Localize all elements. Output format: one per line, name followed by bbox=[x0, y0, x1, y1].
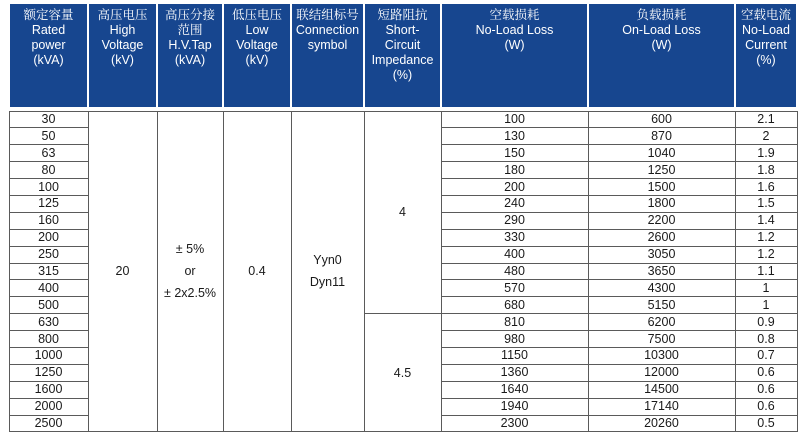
header-en-line: (kVA) bbox=[33, 53, 64, 67]
header-en-line: No-Load Loss bbox=[475, 23, 554, 37]
header-en-line: Short- bbox=[385, 23, 420, 37]
cell-no-load-current: 1.5 bbox=[735, 195, 797, 212]
cell-no-load-current: 0.8 bbox=[735, 331, 797, 348]
cell-rated-power: 315 bbox=[9, 263, 88, 280]
cell-no-load-loss: 810 bbox=[441, 314, 588, 331]
cell-no-load-current: 1.4 bbox=[735, 212, 797, 229]
cell-no-load-loss: 130 bbox=[441, 128, 588, 145]
header-high-voltage bbox=[88, 4, 157, 107]
cell-rated-power: 1600 bbox=[9, 381, 88, 398]
header-en-line: Connection bbox=[295, 23, 360, 37]
header-en-line: High bbox=[109, 23, 136, 37]
header-en-line: power bbox=[31, 38, 66, 52]
cell-no-load-current: 1.6 bbox=[735, 179, 797, 196]
cell-on-load-loss: 600 bbox=[588, 111, 735, 128]
cell-no-load-current: 0.7 bbox=[735, 347, 797, 364]
cell-no-load-current: 1.9 bbox=[735, 145, 797, 162]
impedance-value: 4.5 bbox=[393, 365, 412, 380]
cell-no-load-current: 0.6 bbox=[735, 398, 797, 415]
cell-on-load-loss: 7500 bbox=[588, 331, 735, 348]
header-zh: 联结组标号 bbox=[296, 8, 359, 22]
cell-no-load-current: 1.1 bbox=[735, 263, 797, 280]
header-low-voltage bbox=[223, 4, 291, 107]
cell-no-load-loss: 980 bbox=[441, 331, 588, 348]
cell-on-load-loss: 14500 bbox=[588, 381, 735, 398]
cell-no-load-loss: 100 bbox=[441, 111, 588, 128]
header-connection-symbol bbox=[291, 4, 364, 107]
transformer-spec-table-container bbox=[8, 4, 798, 432]
header-en-line: (kVA) bbox=[174, 53, 206, 67]
cell-no-load-current: 1.2 bbox=[735, 246, 797, 263]
header-en-line: (%) bbox=[392, 68, 413, 82]
cell-rated-power: 630 bbox=[9, 314, 88, 331]
cell-connection-symbol bbox=[291, 111, 364, 432]
cell-no-load-loss: 570 bbox=[441, 280, 588, 297]
header-en-line: No-Load bbox=[742, 23, 790, 37]
cell-impedance-group-b bbox=[364, 314, 441, 432]
cell-no-load-current: 0.6 bbox=[735, 381, 797, 398]
cell-on-load-loss: 1500 bbox=[588, 179, 735, 196]
cell-rated-power: 30 bbox=[9, 111, 88, 128]
cell-rated-power: 800 bbox=[9, 331, 88, 348]
cell-on-load-loss: 1250 bbox=[588, 162, 735, 179]
cell-on-load-loss: 2600 bbox=[588, 229, 735, 246]
cell-no-load-current: 2 bbox=[735, 128, 797, 145]
table-header bbox=[9, 4, 797, 111]
header-zh: 低压电压 bbox=[231, 8, 282, 22]
cell-hv-tap bbox=[157, 111, 223, 432]
cell-on-load-loss: 2200 bbox=[588, 212, 735, 229]
header-impedance bbox=[364, 4, 441, 107]
cell-no-load-current: 1.2 bbox=[735, 229, 797, 246]
cell-rated-power: 1000 bbox=[9, 347, 88, 364]
cell-no-load-loss: 1940 bbox=[441, 398, 588, 415]
hv-tap-line: ± 2x2.5% bbox=[163, 286, 217, 301]
header-zh: 空载损耗 bbox=[489, 8, 540, 22]
header-row bbox=[9, 4, 797, 107]
header-en-line: Voltage bbox=[101, 38, 144, 52]
cell-rated-power: 2500 bbox=[9, 415, 88, 432]
cell-on-load-loss: 10300 bbox=[588, 347, 735, 364]
cell-rated-power: 50 bbox=[9, 128, 88, 145]
table-body bbox=[9, 111, 797, 432]
header-no-load-loss bbox=[441, 4, 588, 107]
cell-on-load-loss: 6200 bbox=[588, 314, 735, 331]
cell-no-load-loss: 330 bbox=[441, 229, 588, 246]
header-en-line: (W) bbox=[651, 38, 672, 52]
header-en-line: (kV) bbox=[111, 53, 134, 67]
cell-rated-power: 1250 bbox=[9, 364, 88, 381]
cell-on-load-loss: 870 bbox=[588, 128, 735, 145]
cell-no-load-loss: 680 bbox=[441, 297, 588, 314]
header-zh: 高压电压 bbox=[97, 8, 148, 22]
cell-impedance-group-a bbox=[364, 111, 441, 314]
table-row bbox=[9, 111, 797, 128]
header-en-line: 范围 bbox=[177, 23, 203, 37]
cell-no-load-current: 2.1 bbox=[735, 111, 797, 128]
cell-no-load-current: 1 bbox=[735, 280, 797, 297]
header-no-load-current bbox=[735, 4, 797, 107]
cell-on-load-loss: 12000 bbox=[588, 364, 735, 381]
cell-no-load-current: 0.5 bbox=[735, 415, 797, 432]
transformer-spec-table bbox=[8, 4, 798, 432]
header-en-line: Impedance bbox=[371, 53, 434, 67]
cell-rated-power: 125 bbox=[9, 195, 88, 212]
cell-on-load-loss: 4300 bbox=[588, 280, 735, 297]
cell-high-voltage bbox=[88, 111, 157, 432]
cell-no-load-current: 1 bbox=[735, 297, 797, 314]
header-zh: 额定容量 bbox=[23, 8, 74, 22]
hv-tap-line: ± 5% bbox=[175, 242, 205, 257]
header-on-load-loss bbox=[588, 4, 735, 107]
cell-no-load-current: 0.6 bbox=[735, 364, 797, 381]
header-zh: 高压分接 bbox=[164, 8, 215, 22]
cell-rated-power: 80 bbox=[9, 162, 88, 179]
cell-on-load-loss: 17140 bbox=[588, 398, 735, 415]
header-en-line: Low bbox=[245, 23, 269, 37]
cell-no-load-loss: 180 bbox=[441, 162, 588, 179]
cell-on-load-loss: 1800 bbox=[588, 195, 735, 212]
header-en-line: Circuit bbox=[384, 38, 421, 52]
cell-low-voltage bbox=[223, 111, 291, 432]
header-hv-tap bbox=[157, 4, 223, 107]
cell-rated-power: 400 bbox=[9, 280, 88, 297]
header-en-line: Rated bbox=[31, 23, 66, 37]
cell-rated-power: 63 bbox=[9, 145, 88, 162]
cell-no-load-loss: 1640 bbox=[441, 381, 588, 398]
cell-on-load-loss: 3050 bbox=[588, 246, 735, 263]
header-en-line: Voltage bbox=[236, 38, 278, 52]
cell-on-load-loss: 3650 bbox=[588, 263, 735, 280]
cell-no-load-loss: 400 bbox=[441, 246, 588, 263]
cell-rated-power: 2000 bbox=[9, 398, 88, 415]
header-en-line: (kV) bbox=[245, 53, 269, 67]
cell-no-load-loss: 150 bbox=[441, 145, 588, 162]
connection-line: Yyn0 bbox=[313, 253, 342, 268]
cell-rated-power: 100 bbox=[9, 179, 88, 196]
connection-line: Dyn11 bbox=[309, 275, 346, 290]
high-voltage-value: 20 bbox=[115, 264, 130, 279]
cell-no-load-loss: 290 bbox=[441, 212, 588, 229]
cell-no-load-loss: 1360 bbox=[441, 364, 588, 381]
cell-rated-power: 200 bbox=[9, 229, 88, 246]
impedance-value: 4 bbox=[399, 205, 406, 220]
cell-no-load-current: 1.8 bbox=[735, 162, 797, 179]
cell-no-load-loss: 1150 bbox=[441, 347, 588, 364]
cell-rated-power: 500 bbox=[9, 297, 88, 314]
cell-no-load-loss: 200 bbox=[441, 179, 588, 196]
header-en-line: H.V.Tap bbox=[168, 38, 212, 52]
cell-on-load-loss: 5150 bbox=[588, 297, 735, 314]
header-en-line: (W) bbox=[504, 38, 525, 52]
header-rated-power bbox=[9, 4, 88, 107]
cell-on-load-loss: 20260 bbox=[588, 415, 735, 432]
hv-tap-line: or bbox=[184, 264, 196, 279]
cell-no-load-current: 0.9 bbox=[735, 314, 797, 331]
low-voltage-value: 0.4 bbox=[248, 264, 266, 279]
cell-on-load-loss: 1040 bbox=[588, 145, 735, 162]
cell-no-load-loss: 240 bbox=[441, 195, 588, 212]
header-en-line: symbol bbox=[307, 38, 348, 52]
cell-rated-power: 250 bbox=[9, 246, 88, 263]
header-zh: 短路阻抗 bbox=[377, 8, 428, 22]
header-en-line: Current bbox=[745, 38, 787, 52]
header-en-line: On-Load Loss bbox=[622, 23, 701, 37]
header-zh: 空载电流 bbox=[740, 8, 791, 22]
cell-rated-power: 160 bbox=[9, 212, 88, 229]
cell-no-load-loss: 2300 bbox=[441, 415, 588, 432]
cell-no-load-loss: 480 bbox=[441, 263, 588, 280]
header-en-line: (%) bbox=[756, 53, 776, 67]
header-zh: 负载损耗 bbox=[636, 8, 687, 22]
